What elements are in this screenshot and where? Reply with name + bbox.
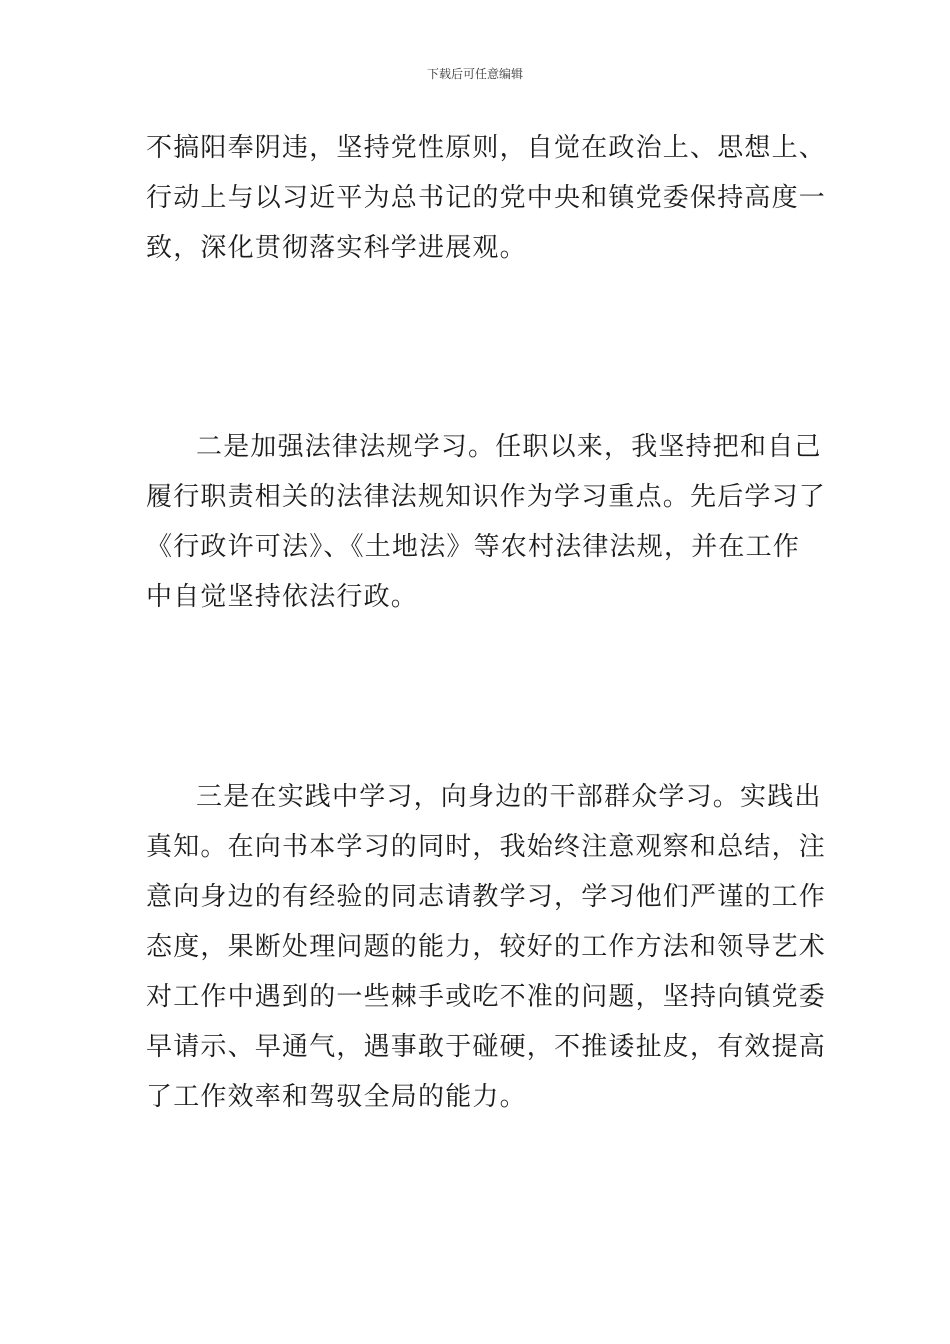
paragraph-line: 二是加强法律法规学习。任职以来，我坚持把和自己 bbox=[196, 432, 822, 462]
paragraph-line: 不搞阳奉阴违，坚持党性原则，自觉在政治上、思想上、 bbox=[146, 133, 827, 163]
paragraph-line: 致，深化贯彻落实科学进展观。 bbox=[146, 233, 527, 263]
paragraph-line: 对工作中遇到的一些棘手或吃不准的问题，坚持向镇党委 bbox=[146, 982, 827, 1012]
paragraph-line: 三是在实践中学习，向身边的干部群众学习。实践出 bbox=[196, 782, 822, 812]
page-header: 下载后可任意编辑 bbox=[426, 67, 523, 81]
paragraph-line: 真知。在向书本学习的同时，我始终注意观察和总结，注 bbox=[146, 832, 827, 862]
paragraph-line: 态度，果断处理问题的能力，较好的工作方法和领导艺术 bbox=[146, 932, 827, 962]
paragraph-line: 行动上与以习近平为总书记的党中央和镇党委保持高度一 bbox=[146, 183, 827, 213]
paragraph-line: 了工作效率和驾驭全局的能力。 bbox=[146, 1082, 527, 1112]
paragraph-line: 履行职责相关的法律法规知识作为学习重点。先后学习了 bbox=[146, 482, 827, 512]
paragraph-line: 意向身边的有经验的同志请教学习，学习他们严谨的工作 bbox=[146, 882, 827, 912]
paragraph-line: 早请示、早通气，遇事敢于碰硬，不推诿扯皮，有效提高 bbox=[146, 1032, 827, 1062]
paragraph-line: 《行政许可法》、《土地法》等农村法律法规，并在工作 bbox=[146, 532, 801, 562]
paragraph-line: 中自觉坚持依法行政。 bbox=[146, 582, 419, 612]
